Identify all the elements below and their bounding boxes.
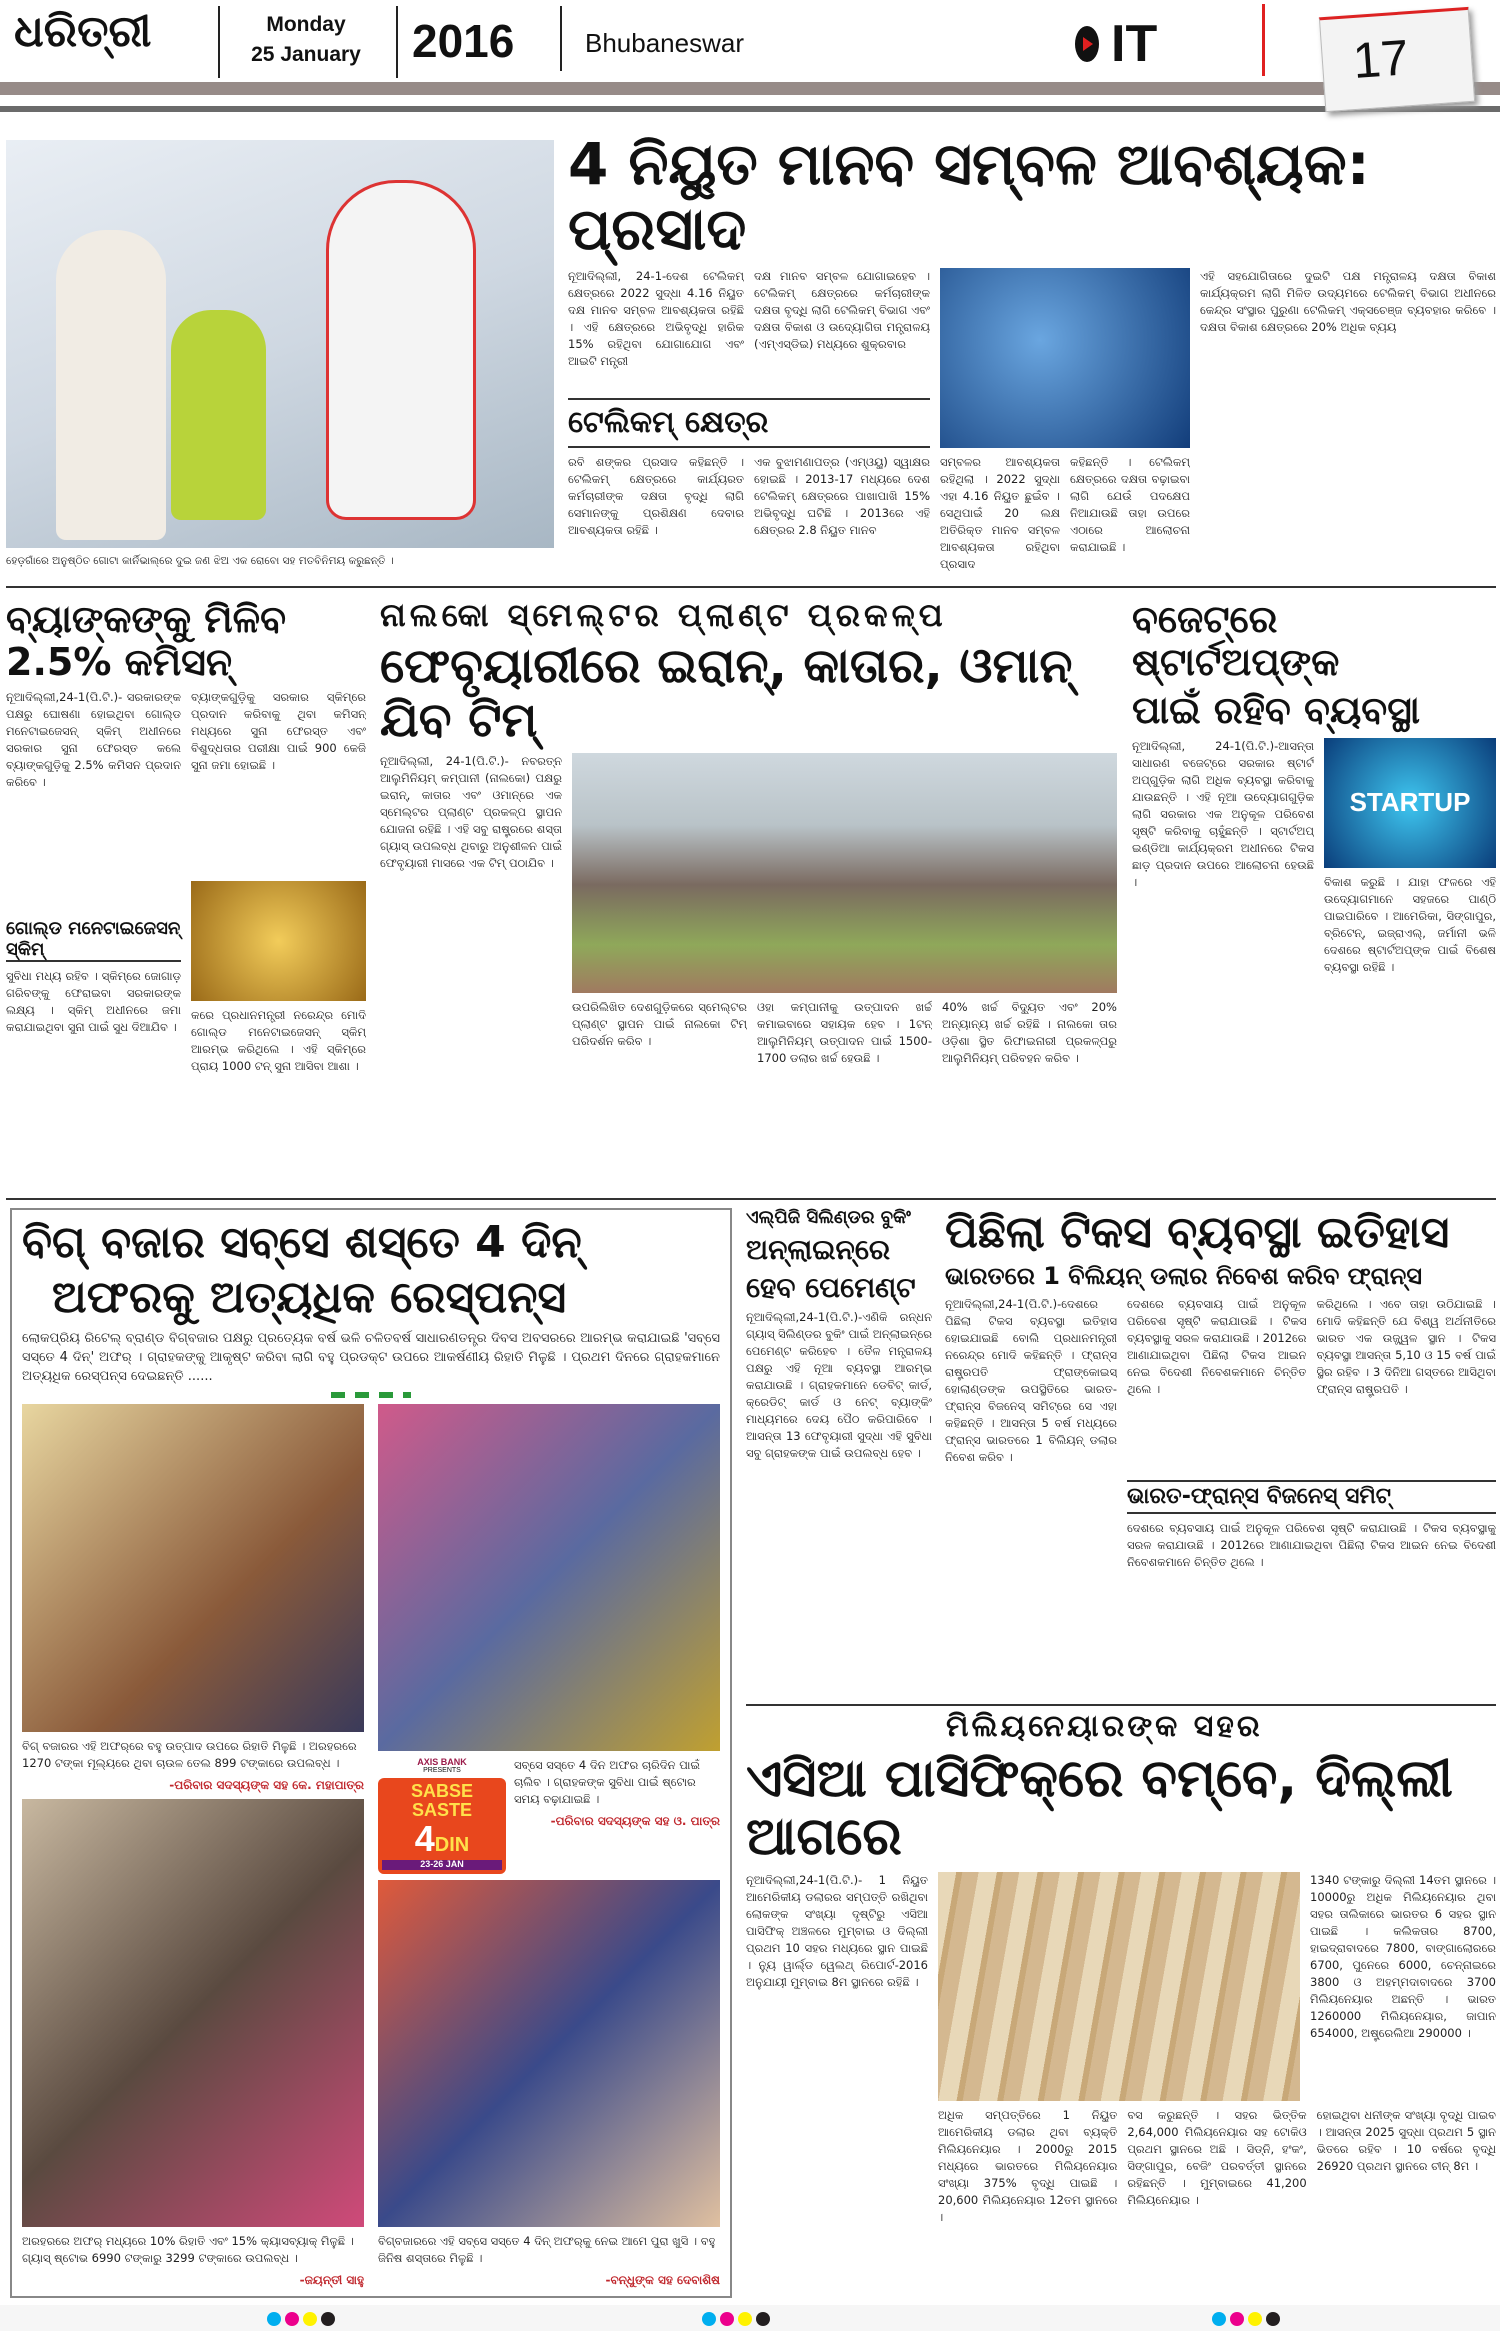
article-text: କରିଥିଲେ । ଏବେ ତାହା ଉଠିଯାଇଛି । ମୋଦି କହିଛନ୍ତି ଯେ ବିଶ୍ୱ ଅର୍ଥନୀତିରେ ଭାରତ ଏକ ଉଜ୍ଜ୍ୱଳ ସ୍ଥାନ । ଟିକସ ବ୍ୟବସ୍ଥା ଆସନ୍ତା 5,10 ଓ 15 ବର୍ଷ ପାଇଁ ସ୍ଥିର ରହିବ । 3 ଦିନିଆ ଗସ୍ତରେ ଆସିଥିବା ଫ୍ରାନ୍ସ ରାଷ୍ଟ୍ରପତି । <box>1316 1297 1496 1397</box>
article-text: ଅଧିକ ସମ୍ପତ୍ତିରେ 1 ନିୟୁତ ଆମେରିକୀୟ ଡଲାର ଥିବା ବ୍ୟକ୍ତି ମିଲିୟନେୟାର । 2000ରୁ 2015 ମଧ୍ୟରେ ଭାରତରେ ମିଲିୟନେୟାର ସଂଖ୍ୟା 375% ବୃଦ୍ଧି ପାଇଛି । 20,600 ମିଲିୟନେୟାର 12ତମ ସ୍ଥାନରେ । <box>938 2108 1118 2225</box>
section-rule <box>6 586 1496 588</box>
article-text: ନୂଆଦିଲ୍ଲୀ,24-1(ପି.ଟି.)- ସରକାରଙ୍କ ପକ୍ଷରୁ ଘୋଷଣା ହୋଇଥିବା ଗୋଲ୍ଡ ମନେଟାଇଜେସନ୍ ସ୍କିମ୍ ଅଧୀନରେ ସରକାର ସୁନା ଫେରସ୍ତ କଲେ ବ୍ୟାଙ୍କଗୁଡ଼ିକୁ 2.5% କମିସନ ପ୍ରଦାନ କରିବେ । <box>6 690 181 790</box>
weekday: Monday <box>266 13 346 36</box>
article-text: ସୁବିଧା ମଧ୍ୟ ରହିବ । ସ୍କିମ୍‌ରେ ଜୋଗାଡ଼ ଗରିବଙ୍କୁ ଫେରାଇବା ସରକାରଙ୍କ ଲକ୍ଷ୍ୟ । ସ୍କିମ୍ ଅଧୀନରେ ଜମା କରାଯାଇଥିବା ସୁନା ପାଇଁ ସୁଧ ଦିଆଯିବ । <box>6 968 181 1034</box>
article-text: ଓହା କମ୍ପାନୀକୁ ଉତ୍ପାଦନ ଖର୍ଚ୍ଚ କମାଇବାରେ ସହାୟକ ହେବ । 1ଟନ୍ ଆଲୁମିନିୟମ୍ ଉତ୍ପାଦନ ପାଇଁ 1500-1700 ଡଲାର ଖର୍ଚ୍ଚ ହେଉଛି । <box>757 1000 932 1066</box>
section-rule <box>6 1198 1496 1200</box>
article-text: 1340 ଟଙ୍କାରୁ ଦିଲ୍ଲୀ 14ତମ ସ୍ଥାନରେ । 10000ରୁ ଅଧିକ ମିଲିୟନେୟାର ଥିବା ସହର ତାଲିକାରେ ଭାରତର 6 ସହର ସ୍ଥାନ ପାଇଛି । କଲିକତାର 8700, ହାଇଦ୍ରାବାଦରେ 7800, ବାଙ୍ଗାଲୋରରେ 6700, ପୁନେରେ 6000, ଚେନ୍ନାଇରେ 3800 ଓ ଅହମ୍ମଦାବାଦରେ 3700 ମିଲିୟନେୟାର ଅଛନ୍ତି । ଭାରତ 1260000 ମିଲିୟନେୟାର, ଜାପାନ 654000, ଅଷ୍ଟ୍ରେଲିଆ 290000 । <box>1310 1873 1496 2041</box>
headline: 4 ନିୟୁତ ମାନବ ସମ୍ବଳ ଆବଶ୍ୟକ: ପ୍ରସାଦ <box>568 130 1370 263</box>
city: Bhubaneswar <box>585 28 744 58</box>
story-millionaires <box>746 1710 1496 2298</box>
girl-figure <box>171 310 266 520</box>
photo-credit: -ପରିବାର ସଦସ୍ୟଙ୍କ ସହ କେ. ମହାପାତ୍ର <box>169 1778 364 1793</box>
headline: ଅଫରକୁ ଅତ୍ୟଧିକ ରେସ୍‌ପନ୍ସ <box>52 1272 567 1324</box>
photo-credit: -ଜୟନ୍ତୀ ସାହୁ <box>299 2273 364 2287</box>
box-heading: ଭାରତ-ଫ୍ରାନ୍ସ ବିଜନେସ୍ ସମିଟ୍ <box>1127 1480 1496 1515</box>
rule <box>746 1704 1496 1706</box>
divider <box>560 6 562 71</box>
phone-photo <box>940 268 1190 448</box>
photo-credit: -ପରିବାର ସଦସ୍ୟଙ୍କ ସହ ଓ. ପାତ୍ର <box>550 1813 720 1828</box>
article-text: ଏକ ବୁଝାମଣାପତ୍ର (ଏମ୍‌ଓୟୁ) ସ୍ୱାକ୍ଷର ହୋଇଛି । 2013-17 ମଧ୍ୟରେ ଦେଶ ଟେଲିକମ୍ କ୍ଷେତ୍ରରେ ପାଖାପାଖି 15% ଅଭିବୃଦ୍ଧି ଘଟିଛି । 2013ରେ ଏହି କ୍ଷେତ୍ରର 2.8 ନିୟୁତ ମାନବ <box>754 454 930 537</box>
ad-brand: AXIS BANK <box>417 1756 467 1767</box>
robot-photo <box>6 140 554 548</box>
article-text: ନୂଆଦିଲ୍ଲୀ, 24-1(ପି.ଟି.)- ନବରତ୍ନ ଆଲୁମିନିୟମ୍ କମ୍ପାନୀ (ନାଲକୋ) ପକ୍ଷରୁ ଇରାନ୍, କାତାର ଏବଂ ଓମାନ୍‌ରେ ଏକ ସ୍ମେଲ୍ଟର ପ୍ଲାଣ୍ଟ ପ୍ରକଳ୍ପ ସ୍ଥାପନ ଯୋଜନା ରହିଛି । ଏହି ସବୁ ରାଷ୍ଟ୍ରରେ ଶସ୍ତା ଗ୍ୟାସ୍ ଉପଲବ୍ଧ ଥିବାରୁ ଅନୁଶୀଳନ ପାଇଁ ଫେବୃୟାରୀ ମାସରେ ଏକ ଟିମ୍ ପଠାଯିବ । <box>380 754 562 871</box>
gas-stove-shopper-photo <box>22 1799 364 2227</box>
registration-bar <box>0 2305 1500 2331</box>
ad-presents: PRESENTS <box>423 1766 461 1774</box>
shoppers-photo <box>378 1404 720 1751</box>
headline: ଏସିଆ ପାସିଫିକ୍‌ରେ ବମ୍ବେ, ଦିଲ୍ଲୀ ଆଗରେ <box>746 1748 1453 1867</box>
kicker: ନାଲକୋ ସ୍ମେଲ୍ଟର ପ୍ଲାଣ୍ଟ ପ୍ରକଳ୍ପ <box>380 596 947 634</box>
ad-text: SASTE <box>411 1799 472 1820</box>
article-text: କରେ ପ୍ରଧାନମନ୍ତ୍ରୀ ନରେନ୍ଦ୍ର ମୋଦି ଗୋଲ୍ଡ ମନେଟାଇଜେସନ୍ ସ୍କିମ୍ ଆରମ୍ଭ କରିଥିଲେ । ଏହି ସ୍କିମ୍‌ରେ ପ୍ରାୟ 1000 ଟନ୍ ସୁନା ଆସିବା ଆଶା । <box>191 1007 366 1073</box>
date-text: 25 January <box>251 43 361 66</box>
article-text: ବିକାଶ କରୁଛି । ଯାହା ଫଳରେ ଏହି ଉଦ୍ୟୋଗମାନେ ସହଜରେ ପାଣ୍ଠି ପାଇପାରିବେ । ଆମେରିକା, ସିଙ୍ଗାପୁର, ବ୍ରିଟେନ୍, ଇଜ୍ରାଏଲ୍, ଜର୍ମାନୀ ଭଳି ଦେଶରେ ଷ୍ଟାର୍ଟଅପ୍‌ଙ୍କ ପାଇଁ ବିଶେଷ ବ୍ୟବସ୍ଥା ରହିଛି । <box>1324 874 1496 974</box>
article-text: ନୂଆଦିଲ୍ଲୀ,24-1(ପି.ଟି.)-ଏଣିକି ରନ୍ଧନ ଗ୍ୟାସ୍ ସିଲିଣ୍ଡର ବୁକିଂ ପାଇଁ ଅନ୍‌ଲାଇନ୍‌ରେ ପେମେଣ୍ଟ କରିହେବ । ତୈଳ ମନ୍ତ୍ରାଳୟ ପକ୍ଷରୁ ଏହି ନୂଆ ବ୍ୟବସ୍ଥା ଆରମ୍ଭ କରାଯାଉଛି । ଗ୍ରାହକମାନେ ଡେବିଟ୍ କାର୍ଡ, କ୍ରେଡିଟ୍ କାର୍ଡ ଓ ନେଟ୍ ବ୍ୟାଙ୍କିଂ ମାଧ୍ୟମରେ ଦେୟ ପୈଠ କରିପାରିବେ । ଆସନ୍ତା 13 ଫେବୃୟାରୀ ସୁଦ୍ଧା ଏହି ସୁବିଧା ସବୁ ଗ୍ରାହକଙ୍କ ପାଇଁ ଉପଲବ୍ଧ ହେବ । <box>746 1309 932 1460</box>
year: 2016 <box>412 15 515 67</box>
story-startup <box>1132 598 1496 1192</box>
headline: ପିଛିଲା ଟିକସ ବ୍ୟବସ୍ଥା ଇତିହାସ <box>945 1207 1450 1258</box>
currency-notes-photo <box>938 1872 1300 2101</box>
story-telecom <box>568 132 1496 578</box>
startup-image: STARTUP <box>1324 738 1496 868</box>
girl-figure <box>56 230 166 540</box>
article-text: ନୂଆଦିଲ୍ଲୀ, 24-1-ଦେଶ ଟେଲିକମ୍ କ୍ଷେତ୍ରରେ 2022 ସୁଦ୍ଧା 4.16 ନିୟୁତ ଦକ୍ଷ ମାନବ ସମ୍ବଳ ଆବଶ୍ୟକତା ରହିଛି । ଏହି କ୍ଷେତ୍ରରେ ଅଭିବୃଦ୍ଧି ହାରିକ 15% ରହିଥିବା ଯୋଗାଯୋଗ ଏବଂ ଆଇଟି ମନ୍ତ୍ରୀ <box>568 268 744 368</box>
headline: ଫେବୃୟାରୀରେ ଇରାନ୍, କାତାର, ଓମାନ୍ ଯିବ ଟିମ୍ <box>380 637 1073 748</box>
shoppers-photo <box>378 1880 720 2227</box>
article-text: ବ୍ୟାଙ୍କଗୁଡ଼ିକୁ ସରକାର ସ୍କିମ୍‌ରେ ପ୍ରଦାନ କରିବାକୁ ଥିବା କମିସନ୍ ମଧ୍ୟରେ ସୁନା ଫେରସ୍ତ ଏବଂ ବିଶୁଦ୍ଧତାର ପରୀକ୍ଷା ପାଇଁ 900 କେଜି ସୁନା ଜମା ହୋଇଛି । <box>191 690 366 773</box>
article-text: କହିଛନ୍ତି । ଟେଲିକମ୍ କ୍ଷେତ୍ରରେ ଦକ୍ଷତା ବଢ଼ାଇବା ଲାଗି ଯେଉଁ ପଦକ୍ଷେପ ନିଆଯାଉଛି ତାହା ଉପରେ ଏଠାରେ ଆଲୋଚନା କରାଯାଇଛି । <box>1070 454 1190 554</box>
article-text: ବସ କରୁଛନ୍ତି । ସହର ଭିତ୍ତିକ 2,64,000 ମିଲିୟନେୟାର ସହ ଟୋକିଓ ପ୍ରଥମ ସ୍ଥାନରେ ଅଛି । ସିଡ୍‌ନି, ହଂକଂ, ସିଙ୍ଗାପୁର, ବେଜିଂ ପରବର୍ତ୍ତୀ ସ୍ଥାନରେ ରହିଛନ୍ତି । ମୁମ୍ବାଇରେ 41,200 ମିଲିୟନେୟାର । <box>1127 2108 1307 2208</box>
color-registration-marks <box>1210 2311 1282 2330</box>
intro-text: ଲୋକପ୍ରିୟ ରିଟେଲ୍ ବ୍ରାଣ୍ଡ ବିଗ୍‌ବଜାର ପକ୍ଷରୁ ପ୍ରତ୍ୟେକ ବର୍ଷ ଭଳି ଚଳିତବର୍ଷ ସାଧାରଣତନ୍ତ୍ର ଦିବସ ଅବସରରେ ଆରମ୍ଭ କରାଯାଇଛି 'ସବ୍‌ସେ ସସ୍ତେ 4 ଦିନ୍' ଅଫର୍ । ଗ୍ରାହକଙ୍କୁ ଆକୃଷ୍ଟ କରିବା ଲାଗି ବହୁ ପ୍ରଡକ୍ଟ ଉପରେ ଆକର୍ଷଣୀୟ ରିହାତି ମିଳୁଛି । ପ୍ରଥମ ଦିନରେ ଗ୍ରାହକମାନେ ଅତ୍ୟଧିକ ରେସ୍‌ପନ୍ସ ଦେଇଛନ୍ତି ...... <box>22 1330 720 1384</box>
divider <box>218 6 220 78</box>
article-text: 40% ଖର୍ଚ୍ଚ ବିଦ୍ୟୁତ ଏବଂ 20% ଅନ୍ୟାନ୍ୟ ଖର୍ଚ୍ଚ ରହିଛି । ନାଲକୋ ତାର ଓଡ଼ିଶା ସ୍ଥିତ ରିଫାଇନାରୀ ପ୍ରକଳ୍ପରୁ ଆଲୁମିନିୟମ୍ ପରିବହନ କରିବ । <box>942 1000 1117 1066</box>
headline: ବିଗ୍ ବଜାର ସବ୍‌ସେ ଶସ୍ତେ 4 ଦିନ୍ <box>22 1217 582 1268</box>
robot-figure <box>326 180 476 520</box>
article-text: ସମ୍ବଳର ଆବଶ୍ୟକତା ରହିଥିଲା । 2022 ସୁଦ୍ଧା ଏହା 4.16 ନିୟୁତ ଛୁଇଁବ । ସେଥିପାଇଁ 20 ଲକ୍ଷ ଅତିରିକ୍ତ ମାନବ ସମ୍ବଳ ଆବଶ୍ୟକତା ରହିଥିବା ପ୍ରସାଦ <box>940 454 1060 571</box>
header-bar <box>0 82 1500 95</box>
story-lpg <box>746 1208 932 1698</box>
article-text: ନୂଆଦିଲ୍ଲୀ,24-1(ପି.ଟି.)- 1 ନିୟୁତ ଆମେରିକୀୟ ଡଲାରର ସମ୍ପତ୍ତି ରଖିଥିବା ଲୋକଙ୍କ ସଂଖ୍ୟା ଦୃଷ୍ଟିରୁ ଏସିଆ ପାସିଫିକ୍ ଅଞ୍ଚଳରେ ମୁମ୍ବାଇ ଓ ଦିଲ୍ଲୀ ପ୍ରଥମ 10 ସହର ମଧ୍ୟରେ ସ୍ଥାନ ପାଇଛି । ନ୍ୟୁ ୱାର୍ଲ୍ଡ ୱେଲଥ୍ ରିପୋର୍ଟ-2016 ଅନୁଯାୟୀ ମୁମ୍ବାଇ 8ମ ସ୍ଥାନରେ ରହିଛି । <box>746 1873 928 1990</box>
article-text: ଦେଶରେ ବ୍ୟବସାୟ ପାଇଁ ଅନୁକୂଳ ପରିବେଶ ସୃଷ୍ଟି କରାଯାଉଛି । ଟିକସ ବ୍ୟବସ୍ଥାକୁ ସରଳ କରାଯାଉଛି । 2012ରେ ଆଣାଯାଇଥିବା ପିଛିଲା ଟିକସ ଆଇନ ନେଇ ବିଦେଶୀ ନିବେଶକମାନେ ଚିନ୍ତିତ ଥିଲେ । <box>1127 1297 1307 1397</box>
rule <box>568 446 930 448</box>
separator <box>331 1392 411 1398</box>
ad-text: SABSE <box>410 1780 473 1801</box>
page-number: 17 <box>1319 7 1475 112</box>
article-text: ହୋଇଥିବା ଧନୀଙ୍କ ସଂଖ୍ୟା ବୃଦ୍ଧି ପାଇବ । ଆସନ୍ତା 2025 ସୁଦ୍ଧା ପ୍ରଥମ 5 ସ୍ଥାନ ଭିତରେ ରହିବ । 10 ବର୍ଷରେ ବୃଦ୍ଧି 26920 ପ୍ରଥମ ସ୍ଥାନରେ ଚୀନ୍ 8ମ । <box>1316 2108 1496 2174</box>
ad-dates: 23-26 JAN <box>382 1860 502 1869</box>
photo-block <box>6 140 554 578</box>
story-gold-scheme <box>6 598 366 1192</box>
headline: ପାଇଁ ରହିବ ବ୍ୟବସ୍ଥା <box>1132 688 1421 733</box>
divider <box>396 6 398 78</box>
subheading: ଗୋଲ୍ଡ ମନେଟାଇଜେସନ୍ ସ୍କିମ୍ <box>6 919 181 961</box>
story-tax <box>945 1208 1496 1698</box>
photo-caption: ବିଗ୍ ବଜାରର ଏହି ଅଫର୍‌ରେ ବହୁ ଉତ୍ପାଦ ଉପରେ ରିହାତି ମିଳୁଛି । ଅରହରରେ 1270 ଟଙ୍କା ମୂଲ୍ୟରେ ଥିବା ଚାଉଳ ତେଲ 899 ଟଙ୍କାରେ ଉପଲବ୍ଧ । <box>22 1739 357 1771</box>
section-label <box>1075 14 1157 74</box>
kicker: ମିଲିୟନେୟାରଙ୍କ ସହର <box>946 1709 1263 1744</box>
article-text: ଏହି ସହଯୋଗିତାରେ ଦୁଇଟି ପକ୍ଷ ମନ୍ତ୍ରାଳୟ ଦକ୍ଷତା ବିକାଶ କାର୍ଯ୍ୟକ୍ରମ ଲାଗି ମିଳିତ ଉଦ୍ୟମରେ ଟେଲିକମ୍ ବିଭାଗ ଅଧୀନରେ କେନ୍ଦ୍ର ସଂସ୍ଥାର ପୁରୁଣା ଟେଲିକମ୍ ଏକ୍ସଚେଞ୍ଜ ବ୍ୟବହାର କରିବେ । ଦକ୍ଷତା ବିକାଶ କ୍ଷେତ୍ରରେ 20% ଅଧିକ ବ୍ୟୟ <box>1200 268 1496 334</box>
article-text: ଦେଶରେ ବ୍ୟବସାୟ ପାଇଁ ଅନୁକୂଳ ପରିବେଶ ସୃଷ୍ଟି କରାଯାଉଛି । ଟିକସ ବ୍ୟବସ୍ଥାକୁ ସରଳ କରାଯାଉଛି । 2012ରେ ଆଣାଯାଇଥିବା ପିଛିଲା ଟିକସ ଆଇନ ନେଇ ବିଦେଶୀ ନିବେଶକମାନେ ଚିନ୍ତିତ ଥିଲେ । <box>1127 1521 1496 1570</box>
shoppers-photo <box>22 1404 364 1733</box>
color-registration-marks <box>700 2311 772 2330</box>
smelter-plant-photo <box>572 753 1117 993</box>
sabse-saste-4-din-ad <box>378 1757 506 1874</box>
article-text: ନୂଆଦିଲ୍ଲୀ,24-1(ପି.ଟି.)-ଦେଶରେ ପିଛିଲା ଟିକସ ବ୍ୟବସ୍ଥା ଇତିହାସ ହୋଇଯାଇଛି ବୋଲି ପ୍ରଧାନମନ୍ତ୍ରୀ ନରେନ୍ଦ୍ର ମୋଦି କହିଛନ୍ତି । ଫ୍ରାନ୍ସ ରାଷ୍ଟ୍ରପତି ଫ୍ରାଙ୍କୋଇସ୍ ହୋଲାଣ୍ଡଙ୍କ ଉପସ୍ଥିତିରେ ଭାରତ-ଫ୍ରାନ୍ସ ବିଜନେସ୍ ସମିଟ୍‌ରେ ସେ ଏହା କହିଛନ୍ତି । ଆସନ୍ତା 5 ବର୍ଷ ମଧ୍ୟରେ ଫ୍ରାନ୍ସ ଭାରତରେ 1 ବିଲିୟନ୍ ଡଲାର ନିବେଶ କରିବ । <box>945 1297 1117 1465</box>
photo-caption: ଅରହରରେ ଅଫର୍ ମଧ୍ୟରେ 10% ରିହାତି ଏବଂ 15% କ୍ୟାସବ୍ୟାକ୍ ମିଳୁଛି । ଗ୍ୟାସ୍ ଷ୍ଟୋଭ 6990 ଟଙ୍କାରୁ 3299 ଟଙ୍କାରେ ଉପଲବ୍ଧ । <box>22 2234 354 2265</box>
kicker: ଏଲ୍‌ପିଜି ସିଲିଣ୍ଡର ବୁକିଂ <box>746 1207 911 1228</box>
ad-number: 4 <box>414 1817 435 1859</box>
article-text: ନୂଆଦିଲ୍ଲୀ, 24-1(ପି.ଟି.)-ଆସନ୍ତା ସାଧାରଣ ବଜେଟ୍‌ରେ ସରକାର ଷ୍ଟାର୍ଟ ଅପ୍‌ଗୁଡ଼ିକ ଲାଗି ଅଧିକ ବ୍ୟବସ୍ଥା କରିବାକୁ ଯାଉଛନ୍ତି । ଏହି ନୂଆ ଉଦ୍ୟୋଗଗୁଡ଼ିକ ଲାଗି ସରକାର ଏକ ଅନୁକୂଳ ପରିବେଶ ସୃଷ୍ଟି କରିବାକୁ ଚାହୁଁଛନ୍ତି । ସ୍ଟାର୍ଟଅପ୍ ଇଣ୍ଡିଆ କାର୍ଯ୍ୟକ୍ରମ ଅଧୀନରେ ଟିକସ ଛାଡ଼ ପ୍ରଦାନ ଉପରେ ଆଲୋଚନା ହେଉଛି । <box>1132 738 1314 889</box>
headline: ବ୍ୟାଙ୍କଙ୍କୁ ମିଳିବ 2.5% କମିସନ୍ <box>6 597 287 684</box>
article-text: ଦକ୍ଷ ମାନବ ସମ୍ବଳ ଯୋଗାଇହେବ । ଟେଲିକମ୍ କ୍ଷେତ୍ରରେ କର୍ମଚାରୀଙ୍କ ଦକ୍ଷତା ବୃଦ୍ଧି ଲାଗି ଟେଲିକମ୍ ବିଭାଗ ଏବଂ ଦକ୍ଷତା ବିକାଶ ଓ ଉଦ୍ୟୋଗିତା ମନ୍ତ୍ରାଳୟ (ଏମ୍‌ଏସ୍‌ଡିଇ) ମଧ୍ୟରେ ଶୁକ୍ରବାର <box>754 268 930 351</box>
play-icon <box>1075 26 1099 62</box>
article-text: ଉପରିଲିଖିତ ଦେଶଗୁଡ଼ିକରେ ସ୍ମେଲ୍ଟର ପ୍ଲାଣ୍ଟ ସ୍ଥାପନ ପାଇଁ ନାଲକୋ ଟିମ୍ ପରିଦର୍ଶନ କରିବ । <box>572 1000 747 1049</box>
red-divider <box>1262 4 1265 76</box>
photo-caption: ସବ୍‌ସେ ସସ୍ତେ 4 ଦିନ ଅଫର ଚାରିଦିନ ପାଇଁ ଚାଲିବ । ଗ୍ରାହକଙ୍କ ସୁବିଧା ପାଇଁ ଷ୍ଟୋର ସମୟ ବଢ଼ାଯାଇଛି । <box>514 1757 700 1806</box>
photo-caption: ବିଗ୍‌ବଜାରରେ ଏହି ସବ୍‌ସେ ସସ୍ତେ 4 ଦିନ୍ ଅଫର୍‌କୁ ନେଇ ଆମେ ପୁରା ଖୁସି । ବହୁ ଜିନିଷ ଶସ୍ତାରେ ମିଳୁଛି । <box>378 2234 716 2266</box>
header-rule <box>0 106 1500 112</box>
photo-caption: ହେଡ଼ଗାଁରେ ଅନୁଷ୍ଠିତ ଗୋଟା କାର୍ନିଭାଲ୍‌ରେ ଦୁଇ ଜଣ ଝିଅ ଏକ ରୋବୋ ସହ ମତବିନିମୟ କରୁଛନ୍ତି । <box>6 555 394 567</box>
date <box>228 10 384 70</box>
gold-jewellery-photo <box>191 881 366 1001</box>
story-columns <box>568 268 1496 578</box>
headline: ଅନ୍‌ଲାଇନ୍‌ରେ <box>746 1233 891 1267</box>
newspaper-logo: ଧରିତ୍ରୀ <box>14 6 152 57</box>
story-nalco <box>380 598 1117 1192</box>
headline: ବଜେଟ୍‌ରେ ଷ୍ଟାର୍ଟଅପ୍‌ଙ୍କ <box>1132 597 1340 684</box>
subheading: ଭାରତରେ 1 ବିଲିୟନ୍ ଡଲାର ନିବେଶ କରିବ ଫ୍ରାନ୍ସ <box>945 1262 1422 1291</box>
article-text: ରବି ଶଙ୍କର ପ୍ରସାଦ କହିଛନ୍ତି । ଟେଲିକମ୍ କ୍ଷେତ୍ରରେ କାର୍ଯ୍ୟରତ କର୍ମଚାରୀଙ୍କ ଦକ୍ଷତା ବୃଦ୍ଧି ଲାଗି ସେମାନଙ୍କୁ ପ୍ରଶିକ୍ଷଣ ଦେବାର ଆବଶ୍ୟକତା ରହିଛି । <box>568 454 744 537</box>
rule <box>568 398 930 400</box>
color-registration-marks <box>265 2311 337 2330</box>
ad-text: DIN <box>434 1833 470 1856</box>
subheading: ଟେଲିକମ୍ କ୍ଷେତ୍ର <box>568 405 769 441</box>
headline: ହେବ ପେମେଣ୍ଟ <box>746 1270 916 1304</box>
big-bazaar-feature <box>10 1208 732 2298</box>
section-name: IT <box>1111 15 1158 73</box>
photo-credit: -ବନ୍ଧୁଙ୍କ ସହ ଦେବାଶିଷ <box>605 2273 720 2288</box>
